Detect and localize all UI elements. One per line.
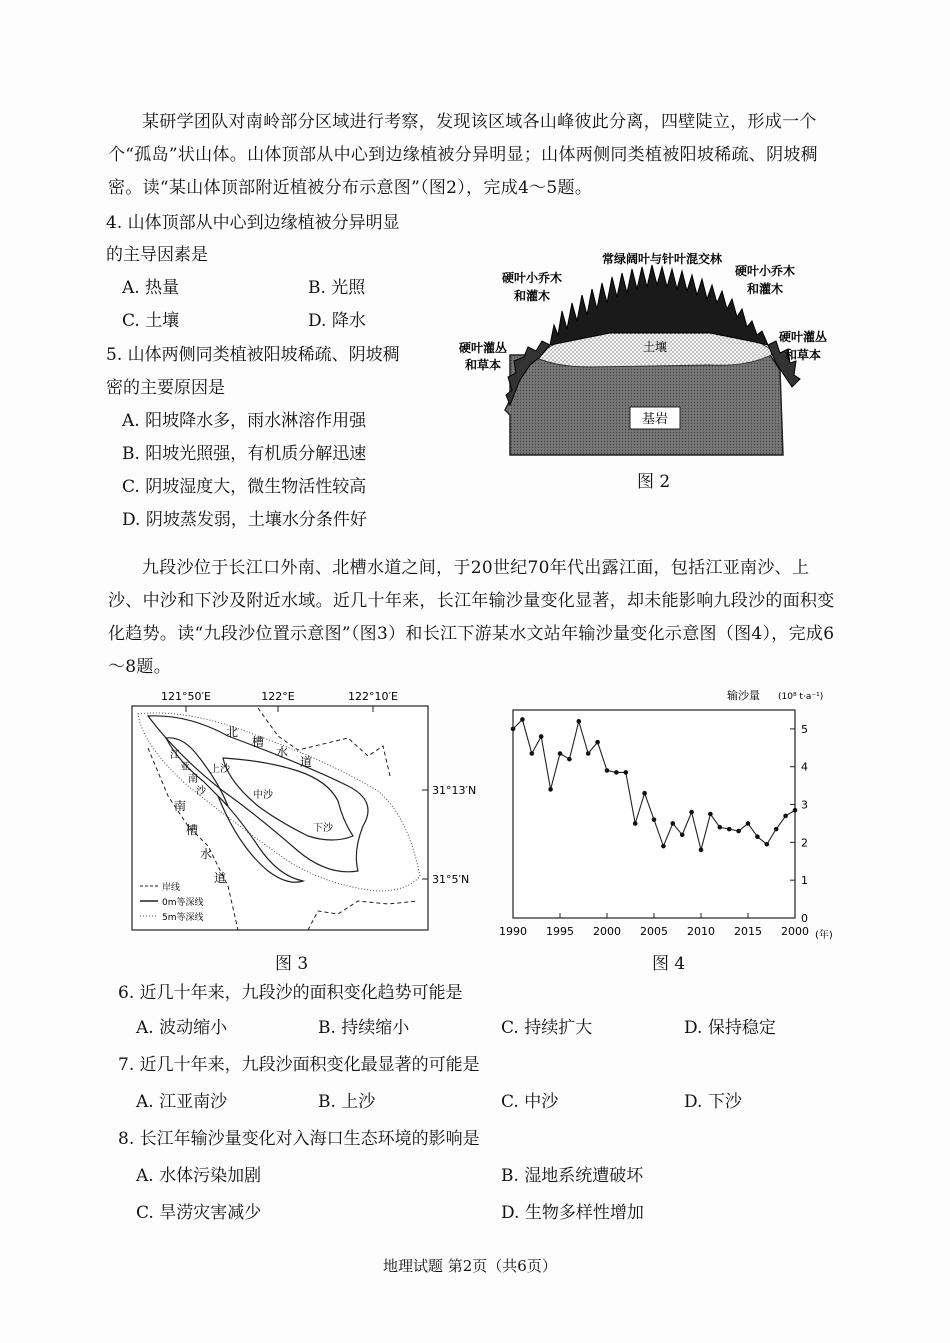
figure-3-caption: 图 3: [275, 954, 309, 974]
q5-stem-line2: 密的主要原因是: [106, 378, 225, 398]
x-tick-label: 2000: [781, 925, 809, 938]
soil-label: 土壤: [642, 340, 668, 354]
chart-ylabel: 输沙量: [727, 689, 760, 702]
intro-paragraph-1: 某研学团队对南岭部分区域进行考察，发现该区域各山峰彼此分离，四壁陡立，形成一个个“孤岛”状山体。山体顶部从中心到边缘植被分异明显；山体两侧同类植被阳坡稀疏、阴坡稠密。读“某山体顶部附近植被分布示意图”（图2），完成4～5题。: [108, 112, 818, 198]
north-channel-char-4: 道: [300, 755, 313, 769]
lon-label-2: 122°E: [261, 690, 295, 703]
chart-xunit: (年): [815, 930, 833, 941]
data-point: [783, 814, 788, 819]
xiasha-label: 下沙: [313, 823, 333, 834]
data-point: [746, 821, 751, 826]
label-right-upper-2: 和灌木: [746, 282, 784, 296]
q7-stem: 7. 近几十年来，九段沙面积变化最显著的可能是: [118, 1055, 480, 1075]
label-left-upper-1: 硬叶小乔木: [501, 271, 563, 285]
x-tick-label: 2015: [734, 925, 762, 938]
q6-stem: 6. 近几十年来，九段沙的面积变化趋势可能是: [118, 983, 463, 1003]
figure-3-location-map: [128, 686, 488, 940]
zhongsha-label: 中沙: [253, 790, 273, 801]
label-top-forest: 常绿阔叶与针叶混交林: [601, 252, 723, 266]
q8-option-c: C. 旱涝灾害减少: [136, 1203, 262, 1223]
jiangya-char-1: 江: [170, 750, 180, 761]
south-channel-char-4: 道: [214, 871, 227, 885]
data-point: [605, 768, 610, 773]
lon-label-1: 121°50′E: [161, 690, 211, 703]
q4-stem-line1: 4. 山体顶部从中心到边缘植被分异明显: [106, 213, 400, 233]
legend-isobath-5m: 5m等深线: [162, 913, 204, 923]
data-point: [708, 812, 713, 817]
y-tick-label: 5: [801, 722, 808, 736]
data-point: [530, 751, 535, 756]
jiangya-char-3: 南: [188, 774, 198, 785]
label-right-lower-1: 硬叶灌丛: [778, 330, 828, 344]
data-point: [755, 834, 760, 839]
data-point: [624, 770, 629, 775]
data-point: [680, 833, 685, 838]
south-channel-char-3: 水: [200, 847, 213, 861]
data-point: [520, 717, 525, 722]
q4-option-c: C. 土壤: [122, 311, 180, 331]
shangsha-label: 上沙: [210, 764, 230, 775]
y-tick-label: 1: [801, 874, 808, 888]
q7-option-d: D. 下沙: [684, 1092, 742, 1112]
q8-option-b: B. 湿地系统遭破坏: [501, 1166, 644, 1186]
bedrock-block: [505, 355, 783, 455]
figure-2-caption: 图 2: [637, 472, 671, 492]
data-point: [595, 740, 600, 745]
page-footer: 地理试题 第2页（共6页）: [383, 1257, 557, 1275]
data-point: [539, 734, 544, 739]
q4-option-a: A. 热量: [122, 278, 180, 298]
data-point: [718, 825, 723, 830]
x-tick-label: 1995: [546, 925, 574, 938]
x-tick-label: 2010: [687, 925, 715, 938]
lat-label-2: 31°5′N: [432, 873, 470, 886]
lat-label-1: 31°13′N: [432, 784, 477, 797]
lon-label-3: 122°10′E: [348, 690, 398, 703]
figure-4-sediment-chart: [495, 683, 850, 943]
q6-option-b: B. 持续缩小: [318, 1018, 410, 1038]
q4-stem-line2: 的主导因素是: [106, 245, 208, 265]
chart-yunit: (10⁸ t·a⁻¹): [778, 692, 824, 702]
label-left-upper-2: 和灌木: [513, 289, 551, 303]
bedrock-label: 基岩: [641, 412, 669, 427]
jiangya-char-4: 沙: [196, 786, 206, 797]
label-left-lower-2: 和草本: [464, 358, 502, 372]
q5-stem-line1: 5. 山体两侧同类植被阳坡稀疏、阴坡稠: [106, 345, 400, 365]
legend-isobath-0m: 0m等深线: [162, 898, 204, 908]
chart-plot-frame: [513, 710, 795, 918]
south-channel-char-2: 槽: [186, 823, 199, 837]
q6-option-c: C. 持续扩大: [501, 1018, 593, 1038]
data-point: [577, 719, 582, 724]
data-point: [727, 827, 732, 832]
data-point: [614, 770, 619, 775]
data-point: [548, 787, 553, 792]
figure-2-vegetation-diagram: [450, 245, 840, 460]
x-tick-label: 2000: [593, 925, 621, 938]
data-point: [774, 827, 779, 832]
y-tick-label: 0: [801, 912, 808, 925]
y-tick-label: 3: [801, 798, 808, 812]
q6-option-a: A. 波动缩小: [136, 1018, 228, 1038]
label-right-lower-2: 和草本: [784, 348, 822, 362]
q5-option-a: A. 阳坡降水多，雨水淋溶作用强: [122, 411, 367, 431]
data-point: [765, 842, 770, 847]
data-point: [671, 821, 676, 826]
data-point: [661, 844, 666, 849]
q5-option-d: D. 阴坡蒸发弱，土壤水分条件好: [122, 510, 367, 530]
data-point: [642, 791, 647, 796]
q8-option-d: D. 生物多样性增加: [501, 1203, 644, 1223]
legend-coastline: 岸线: [162, 883, 181, 893]
intro-paragraph-2: 九段沙位于长江口外南、北槽水道之间，于20世纪70年代出露江面，包括江亚南沙、上沙、中沙和下沙及附近水域。近几十年来，长江年输沙量变化显著，却未能影响九段沙的面积变化趋势。读“九段沙位置示意图”（图3）和长江下游某水文站年输沙量变化示意图（图4），完成6～8题。: [108, 558, 835, 677]
q4-option-b: B. 光照: [308, 278, 366, 298]
north-channel-char-1: 北: [226, 725, 239, 739]
south-channel-char-1: 南: [174, 799, 187, 813]
label-right-upper-1: 硬叶小乔木: [734, 264, 796, 278]
label-left-lower-1: 硬叶灌丛: [458, 341, 508, 355]
q6-option-d: D. 保持稳定: [684, 1018, 776, 1038]
north-channel-char-2: 槽: [252, 735, 265, 749]
q7-option-a: A. 江亚南沙: [136, 1092, 228, 1112]
north-channel-char-3: 水: [276, 745, 289, 759]
y-tick-label: 4: [801, 760, 808, 774]
data-point: [652, 817, 657, 822]
q5-option-c: C. 阴坡湿度大，微生物活性较高: [122, 477, 367, 497]
y-tick-label: 2: [801, 836, 808, 850]
q7-option-b: B. 上沙: [318, 1092, 376, 1112]
x-tick-label: 2005: [640, 925, 668, 938]
data-point: [699, 848, 704, 853]
x-tick-label: 1990: [499, 925, 527, 938]
data-point: [558, 751, 563, 756]
q8-stem: 8. 长江年输沙量变化对入海口生态环境的影响是: [118, 1129, 480, 1149]
jiangya-char-2: 亚: [180, 762, 190, 773]
data-point: [633, 821, 638, 826]
q8-option-a: A. 水体污染加剧: [136, 1166, 262, 1186]
q7-option-c: C. 中沙: [501, 1092, 559, 1112]
data-point: [586, 751, 591, 756]
data-point: [689, 810, 694, 815]
data-point: [511, 727, 516, 732]
data-point: [567, 757, 572, 762]
q5-option-b: B. 阳坡光照强，有机质分解迅速: [122, 444, 367, 464]
data-point: [736, 829, 741, 834]
data-point: [793, 808, 798, 813]
q4-option-d: D. 降水: [308, 311, 366, 331]
figure-4-caption: 图 4: [652, 954, 686, 974]
